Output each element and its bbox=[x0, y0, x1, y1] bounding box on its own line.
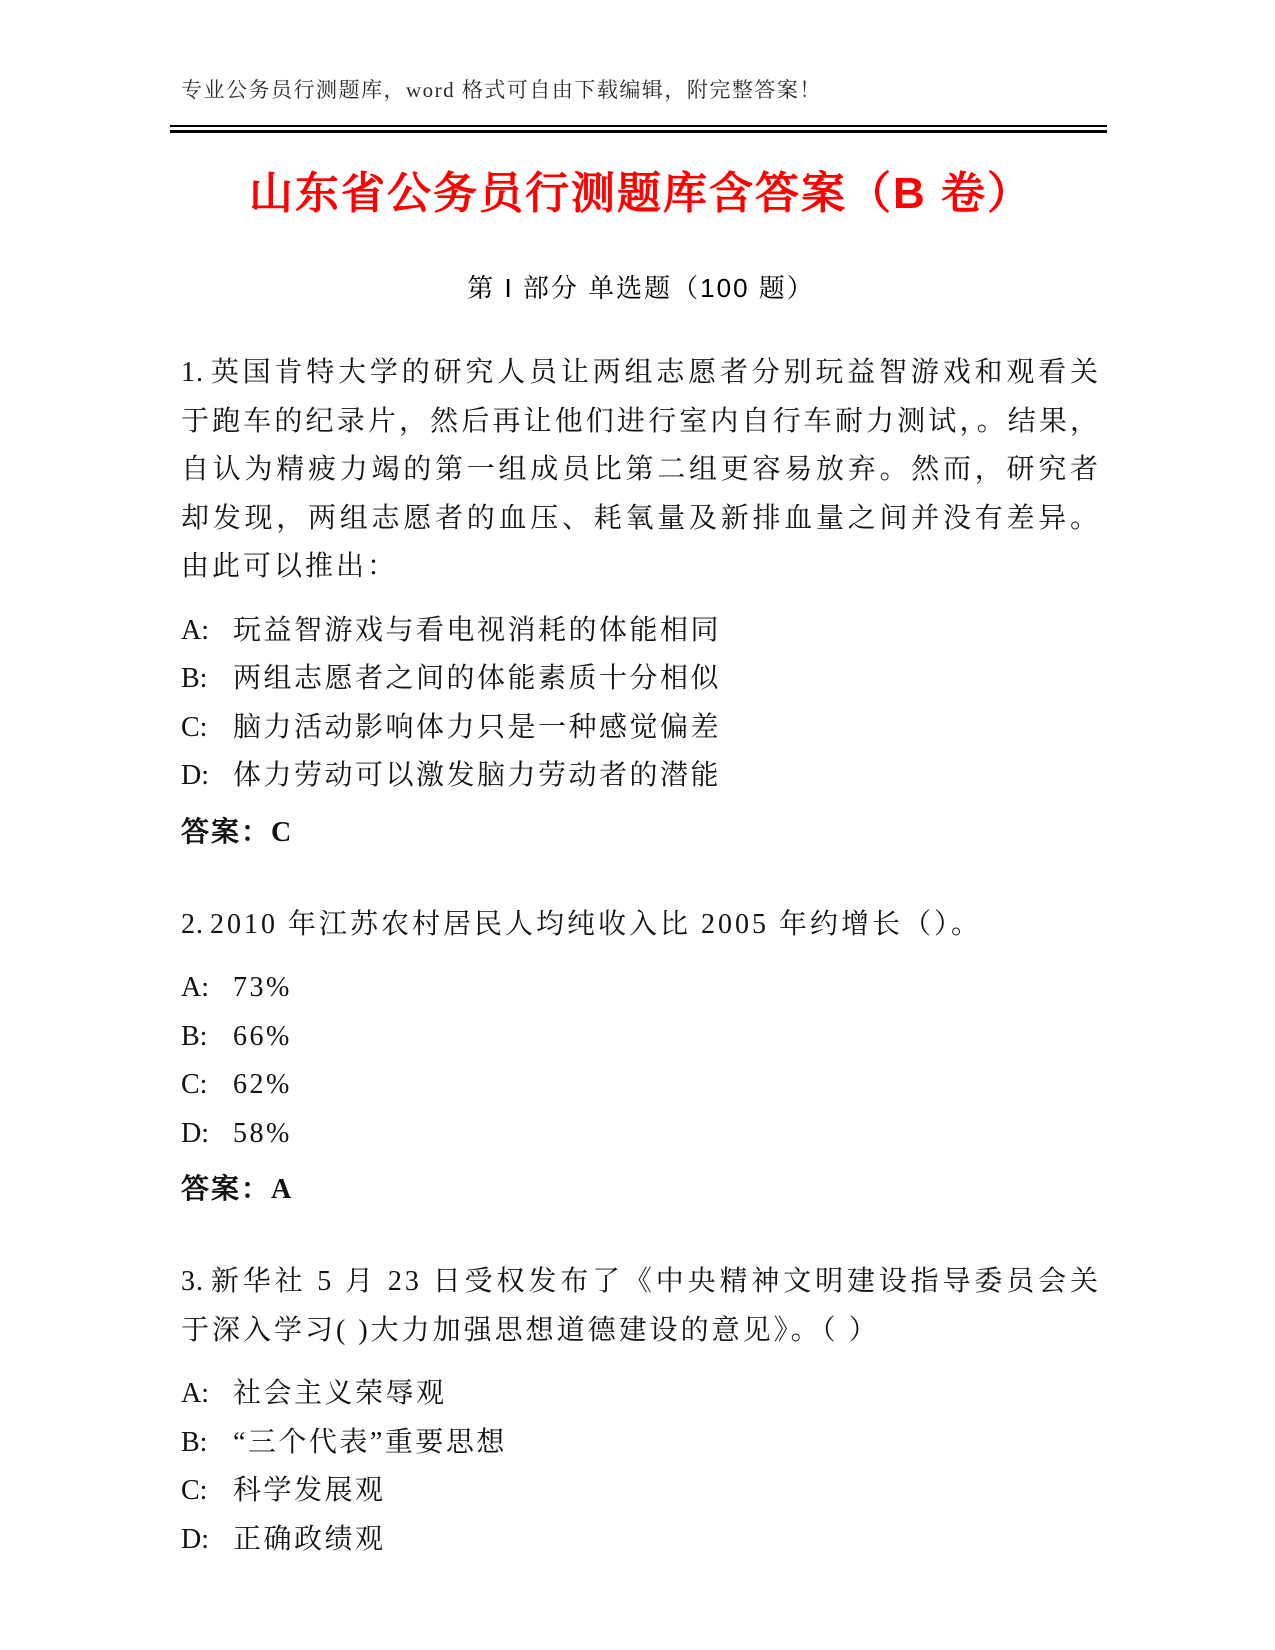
option-row-d bbox=[181, 1516, 1101, 1565]
option-row-b bbox=[181, 1013, 1101, 1062]
answer-value: C bbox=[271, 816, 294, 848]
option-label: B: bbox=[181, 1020, 208, 1052]
option-row-c bbox=[181, 1467, 1101, 1516]
option-row-a bbox=[181, 964, 1101, 1013]
question-1 bbox=[181, 349, 1101, 857]
option-text: 社会主义荣辱观 bbox=[233, 1378, 447, 1409]
option-label: B: bbox=[181, 1426, 208, 1458]
question-number: 1. bbox=[181, 357, 204, 388]
options-list bbox=[181, 1370, 1101, 1564]
answer-label: 答案： bbox=[181, 816, 272, 848]
option-text: 73% bbox=[233, 972, 292, 1003]
question-body: 2010 年江苏农村居民人均纯收入比 2005 年约增长（）。 bbox=[210, 908, 983, 940]
question-number: 2. bbox=[181, 908, 204, 940]
option-label: C: bbox=[181, 1069, 208, 1100]
option-text: “三个代表”重要思想 bbox=[233, 1426, 507, 1458]
option-text: 体力劳动可以激发脑力劳动者的潜能 bbox=[233, 760, 722, 791]
question-body: 新华社 5 月 23 日受权发布了《中央精神文明建设指导委员会关于深入学习( )大力加强思想道德建设的意见》。（ ） bbox=[181, 1266, 1101, 1346]
option-text: 科学发展观 bbox=[233, 1475, 386, 1506]
question-body: 英国肯特大学的研究人员让两组志愿者分别玩益智游戏和观看关于跑车的纪录片，然后再让他们进行室内自行车耐力测试，。结果，自认为精疲力竭的第一组成员比第二组更容易放弃。然而，研究者却发现，两组志愿者的血压、耗氧量及新排血量之间并没有差异。由此可以推出： bbox=[181, 357, 1101, 582]
page-content bbox=[181, 0, 1101, 1564]
option-label: D: bbox=[181, 760, 209, 791]
question-text bbox=[181, 1258, 1101, 1355]
answer-value: A bbox=[271, 1174, 294, 1205]
option-label: C: bbox=[181, 711, 208, 743]
section-heading: 第 I 部分 单选题（100 题） bbox=[467, 273, 815, 303]
option-text: 两组志愿者之间的体能素质十分相似 bbox=[233, 663, 722, 694]
option-text: 66% bbox=[233, 1020, 292, 1052]
options-list bbox=[181, 607, 1101, 801]
option-row-c bbox=[181, 1061, 1101, 1110]
document-title: 山东省公务员行测题库含答案（B 卷） bbox=[249, 169, 1033, 218]
option-row-d bbox=[181, 752, 1101, 801]
question-text bbox=[181, 349, 1101, 592]
option-label: D: bbox=[181, 1117, 209, 1149]
option-text: 62% bbox=[233, 1069, 292, 1100]
option-label: A: bbox=[181, 1378, 209, 1409]
option-row-c bbox=[181, 704, 1101, 753]
option-row-b bbox=[181, 1419, 1101, 1468]
answer-row bbox=[181, 1166, 1101, 1214]
option-label: A: bbox=[181, 614, 209, 646]
option-text: 正确政绩观 bbox=[233, 1523, 386, 1555]
option-label: D: bbox=[181, 1523, 209, 1555]
option-label: A: bbox=[181, 972, 209, 1003]
question-number: 3. bbox=[181, 1266, 204, 1297]
option-text: 玩益智游戏与看电视消耗的体能相同 bbox=[233, 614, 722, 646]
answer-label: 答案： bbox=[181, 1174, 272, 1205]
option-label: C: bbox=[181, 1475, 208, 1506]
option-text: 58% bbox=[233, 1117, 292, 1149]
option-label: B: bbox=[181, 663, 208, 694]
options-list bbox=[181, 964, 1101, 1158]
answer-row bbox=[181, 809, 1101, 857]
option-text: 脑力活动影响体力只是一种感觉偏差 bbox=[233, 711, 722, 743]
header-divider bbox=[170, 125, 1107, 133]
header-note: 专业公务员行测题库，word 格式可自由下载编辑，附完整答案！ bbox=[181, 78, 822, 102]
question-3 bbox=[181, 1258, 1101, 1564]
option-row-a bbox=[181, 607, 1101, 656]
question-text bbox=[181, 901, 1101, 950]
option-row-a bbox=[181, 1370, 1101, 1419]
option-row-b bbox=[181, 655, 1101, 704]
option-row-d bbox=[181, 1110, 1101, 1159]
question-2 bbox=[181, 901, 1101, 1215]
